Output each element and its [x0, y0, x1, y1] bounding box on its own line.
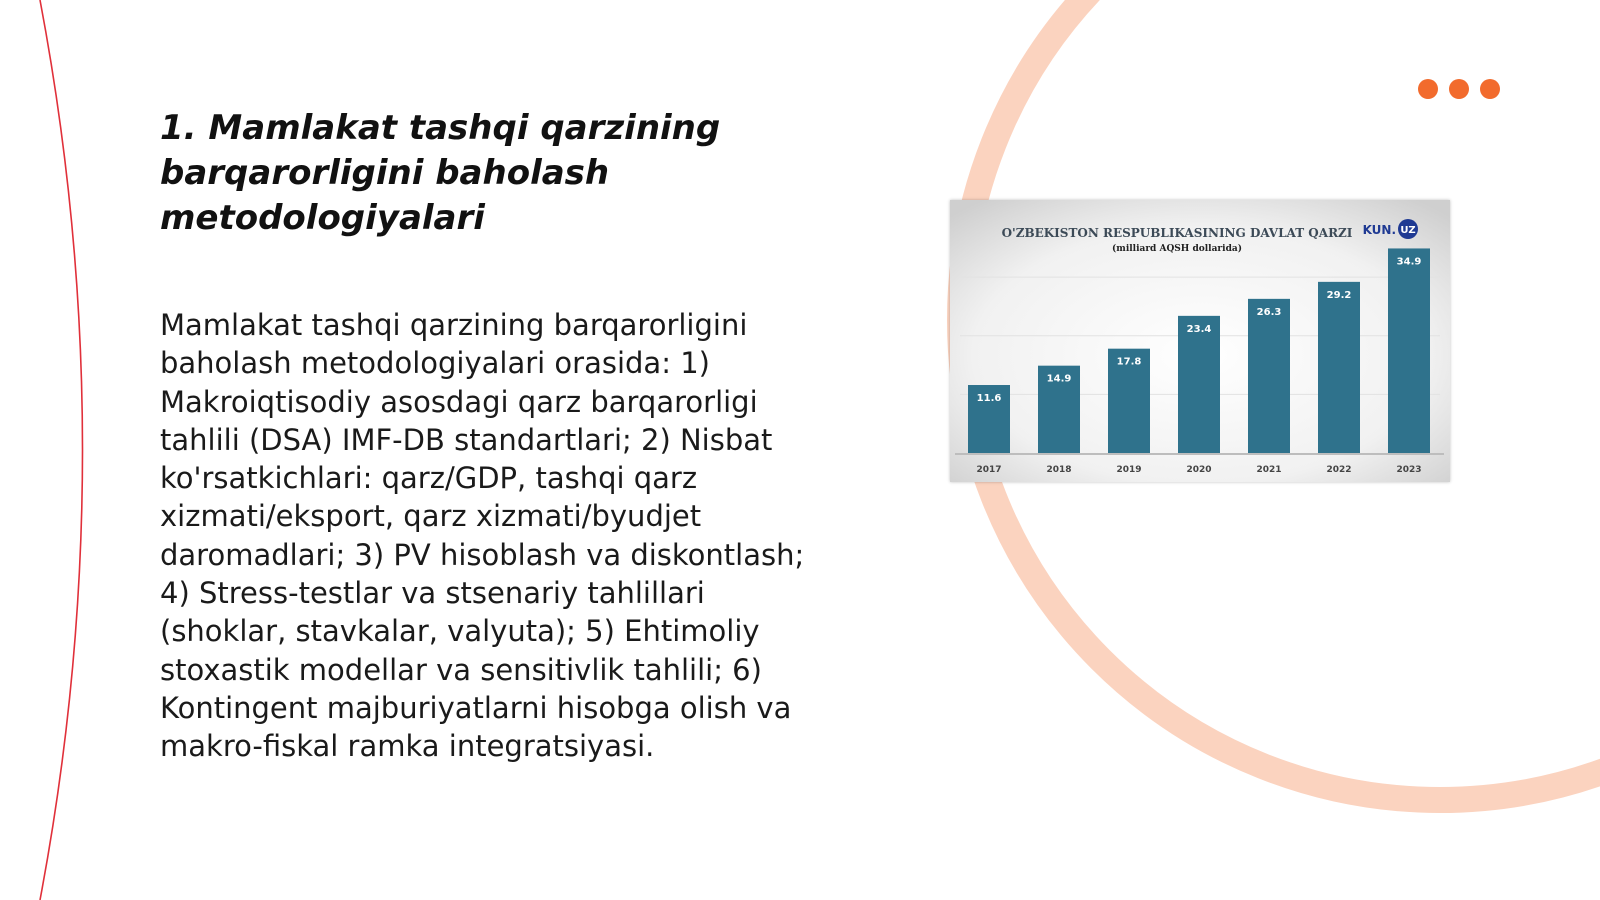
chart-subtitle: (milliard AQSH dollarida) [1112, 244, 1242, 254]
x-tick-label-2021: 2021 [1256, 465, 1282, 475]
bar-value-label-2020: 23.4 [1186, 323, 1212, 335]
bar-2022 [1318, 282, 1360, 453]
bar-value-label-2019: 17.8 [1116, 356, 1142, 368]
dot-1 [1418, 79, 1438, 99]
dots-decoration [1418, 79, 1500, 99]
x-tick-label-2018: 2018 [1046, 465, 1072, 475]
debt-bar-chart [950, 200, 1450, 482]
bar-value-label-2017: 11.6 [976, 393, 1002, 405]
chart-svg [950, 200, 1450, 482]
bar-2020 [1178, 316, 1220, 453]
slide-title: 1. Mamlakat tashqi qarzining barqarorligini baholash metodologiyalari [160, 108, 721, 238]
bar-2023 [1388, 248, 1430, 453]
x-tick-label-2020: 2020 [1186, 465, 1212, 475]
bar-value-label-2022: 29.2 [1326, 289, 1352, 301]
brand-logo-text: KUN. [1362, 223, 1396, 237]
x-tick-label-2017: 2017 [976, 465, 1002, 475]
brand-logo-badge-text: UZ [1400, 225, 1416, 236]
dot-2 [1449, 79, 1469, 99]
chart-title: O'ZBEKISTON RESPUBLIKASINING DAVLAT QARZI [1001, 226, 1353, 240]
x-tick-label-2023: 2023 [1396, 465, 1422, 475]
slide-body-text: Mamlakat tashqi qarzining barqarorligini baholash metodologiyalari orasida: 1) Makroiqtisodiy asosdagi qarz barqarorligi tahlili (DSA) IMF-DB standartlari; 2) Nisbat ko'rsatkichlari: qarz/GDP, tashqi qarz xizmati/eksport, qarz xizmati/byudjet daromadlari; 3) PV hisoblash va diskontlash; 4) Stress-testlar va stsenariy tahlillari (shoklar, stavkalar, valyuta); 5) Ehtimoliy stoxastik modellar va sensitivlik tahlili; 6) Kontingent majburiyatlarni hisobga olish va makro-fiskal ramka integratsiyasi. [160, 308, 805, 764]
x-tick-label-2019: 2019 [1116, 465, 1142, 475]
bar-value-label-2021: 26.3 [1256, 306, 1282, 318]
bar-value-label-2018: 14.9 [1046, 373, 1072, 385]
x-tick-label-2022: 2022 [1326, 465, 1352, 475]
bar-2021 [1248, 299, 1290, 453]
left-red-curve [40, 0, 83, 900]
bar-value-label-2023: 34.9 [1396, 256, 1422, 268]
dot-3 [1480, 79, 1500, 99]
